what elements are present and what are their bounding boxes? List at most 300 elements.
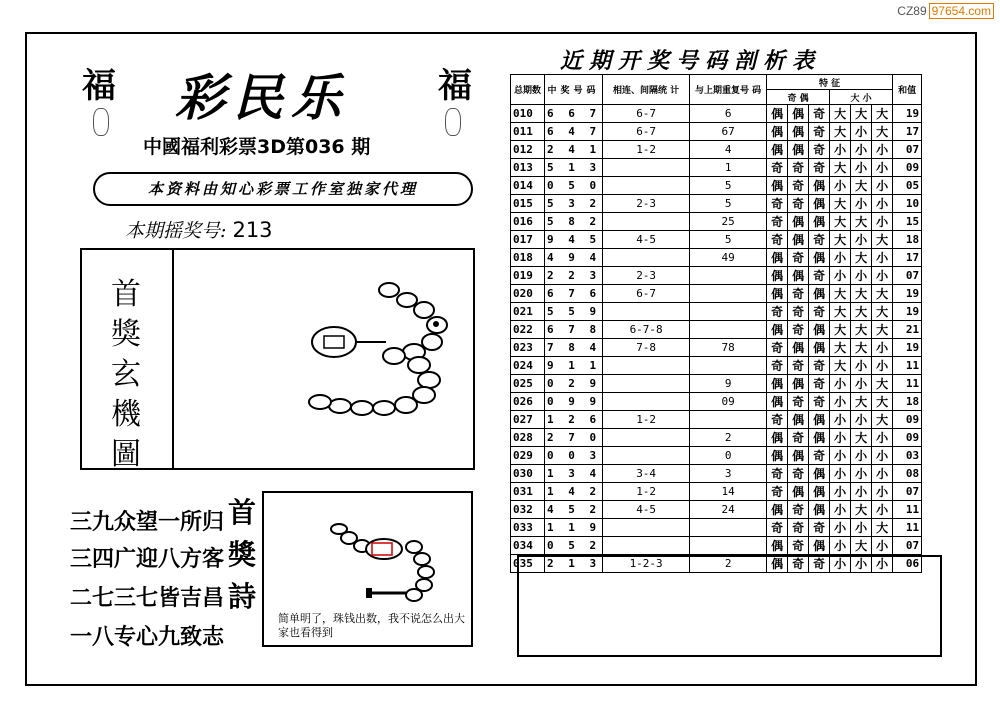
numbers-cell: 6 7 6 <box>545 285 603 303</box>
odd-even-cell: 偶 <box>767 429 788 447</box>
period-cell: 012 <box>511 141 545 159</box>
bead-curve-illustration <box>174 250 474 470</box>
repeat-cell: 24 <box>690 501 767 519</box>
repeat-cell <box>690 537 767 555</box>
odd-even-cell: 偶 <box>767 321 788 339</box>
repeat-cell: 49 <box>690 249 767 267</box>
sum-cell: 07 <box>893 483 922 501</box>
repeat-cell: 2 <box>690 429 767 447</box>
table-row <box>511 411 922 429</box>
odd-even-cell: 奇 <box>788 159 809 177</box>
odd-even-cell: 偶 <box>809 177 830 195</box>
bead-string-illustration <box>304 513 444 613</box>
big-small-cell: 大 <box>851 249 872 267</box>
big-small-cell: 大 <box>830 357 851 375</box>
sum-cell: 18 <box>893 231 922 249</box>
odd-even-cell: 奇 <box>809 105 830 123</box>
watermark-site: 97654.com <box>929 3 994 19</box>
numbers-cell: 2 4 1 <box>545 141 603 159</box>
repeat-cell: 5 <box>690 231 767 249</box>
big-small-cell: 小 <box>872 357 893 375</box>
odd-even-cell: 偶 <box>767 249 788 267</box>
draw-label: 本期摇奖号: <box>125 220 227 242</box>
repeat-cell: 6 <box>690 105 767 123</box>
sum-cell: 09 <box>893 411 922 429</box>
odd-even-cell: 偶 <box>809 195 830 213</box>
odd-even-cell: 奇 <box>788 285 809 303</box>
big-small-cell: 大 <box>851 303 872 321</box>
odd-even-cell: 偶 <box>788 483 809 501</box>
big-small-cell: 大 <box>851 537 872 555</box>
repeat-cell <box>690 267 767 285</box>
odd-even-cell: 奇 <box>809 357 830 375</box>
big-small-cell: 小 <box>830 555 851 573</box>
span-cell: 1-2-3 <box>603 555 690 573</box>
sum-cell: 11 <box>893 501 922 519</box>
repeat-cell: 5 <box>690 195 767 213</box>
big-small-cell: 小 <box>872 267 893 285</box>
big-small-cell: 大 <box>872 375 893 393</box>
numbers-cell: 9 4 5 <box>545 231 603 249</box>
odd-even-cell: 偶 <box>767 285 788 303</box>
period-cell: 016 <box>511 213 545 231</box>
table-row <box>511 195 922 213</box>
sum-cell: 19 <box>893 339 922 357</box>
big-small-cell: 大 <box>872 105 893 123</box>
sum-cell: 09 <box>893 159 922 177</box>
big-small-cell: 小 <box>872 213 893 231</box>
big-small-cell: 大 <box>851 321 872 339</box>
numbers-cell: 0 0 3 <box>545 447 603 465</box>
span-cell: 6-7-8 <box>603 321 690 339</box>
span-cell: 3-4 <box>603 465 690 483</box>
big-small-cell: 大 <box>851 105 872 123</box>
period-cell: 019 <box>511 267 545 285</box>
odd-even-cell: 奇 <box>809 303 830 321</box>
big-small-cell: 小 <box>851 357 872 375</box>
big-small-cell: 小 <box>872 483 893 501</box>
odd-even-cell: 奇 <box>809 141 830 159</box>
col-repeat: 与上期重复号 码 <box>690 75 767 105</box>
odd-even-cell: 奇 <box>767 303 788 321</box>
repeat-cell: 14 <box>690 483 767 501</box>
table-row <box>511 141 922 159</box>
big-small-cell: 大 <box>830 303 851 321</box>
odd-even-cell: 奇 <box>809 267 830 285</box>
odd-even-cell: 偶 <box>788 411 809 429</box>
big-small-cell: 小 <box>872 195 893 213</box>
poem-line-4: 一八专心九致志 <box>70 625 225 650</box>
numbers-cell: 0 5 0 <box>545 177 603 195</box>
big-small-cell: 大 <box>851 339 872 357</box>
odd-even-cell: 奇 <box>788 519 809 537</box>
period-cell: 014 <box>511 177 545 195</box>
numbers-cell: 6 7 8 <box>545 321 603 339</box>
big-small-cell: 大 <box>872 393 893 411</box>
odd-even-cell: 奇 <box>809 123 830 141</box>
big-small-cell: 小 <box>872 555 893 573</box>
odd-even-cell: 奇 <box>809 393 830 411</box>
odd-even-cell: 偶 <box>809 483 830 501</box>
odd-even-cell: 奇 <box>767 519 788 537</box>
repeat-cell: 09 <box>690 393 767 411</box>
big-small-cell: 小 <box>830 411 851 429</box>
big-small-cell: 大 <box>851 285 872 303</box>
big-small-cell: 大 <box>830 285 851 303</box>
numbers-cell: 1 3 4 <box>545 465 603 483</box>
table-row <box>511 465 922 483</box>
odd-even-cell: 奇 <box>809 375 830 393</box>
big-small-cell: 小 <box>830 141 851 159</box>
numbers-cell: 9 1 1 <box>545 357 603 375</box>
odd-even-cell: 偶 <box>809 465 830 483</box>
repeat-cell <box>690 321 767 339</box>
numbers-cell: 0 9 9 <box>545 393 603 411</box>
period-cell: 020 <box>511 285 545 303</box>
repeat-cell <box>690 411 767 429</box>
big-small-cell: 小 <box>830 465 851 483</box>
period-cell: 027 <box>511 411 545 429</box>
big-small-cell: 大 <box>830 321 851 339</box>
numbers-cell: 5 8 2 <box>545 213 603 231</box>
span-cell <box>603 537 690 555</box>
big-small-cell: 小 <box>851 555 872 573</box>
big-small-cell: 小 <box>872 429 893 447</box>
big-small-cell: 大 <box>830 123 851 141</box>
table-row <box>511 375 922 393</box>
big-small-cell: 小 <box>851 123 872 141</box>
table-row <box>511 393 922 411</box>
span-cell <box>603 249 690 267</box>
watermark <box>897 4 994 18</box>
big-small-cell: 小 <box>830 519 851 537</box>
repeat-cell: 4 <box>690 141 767 159</box>
big-small-cell: 小 <box>872 159 893 177</box>
lantern-left-icon <box>93 108 109 136</box>
blank-box <box>517 555 942 657</box>
odd-even-cell: 奇 <box>767 339 788 357</box>
sum-cell: 07 <box>893 141 922 159</box>
odd-even-cell: 偶 <box>809 537 830 555</box>
sum-cell: 17 <box>893 123 922 141</box>
odd-even-cell: 偶 <box>767 393 788 411</box>
table-row <box>511 285 922 303</box>
big-small-cell: 大 <box>872 519 893 537</box>
period-cell: 033 <box>511 519 545 537</box>
big-small-cell: 小 <box>872 339 893 357</box>
col-period: 总期数 <box>511 75 545 105</box>
sum-cell: 19 <box>893 285 922 303</box>
odd-even-cell: 奇 <box>767 357 788 375</box>
fu-character-left: 福 <box>82 66 116 106</box>
period-cell: 018 <box>511 249 545 267</box>
analysis-table <box>510 74 922 573</box>
big-small-cell: 小 <box>872 447 893 465</box>
sum-cell: 07 <box>893 537 922 555</box>
span-cell <box>603 213 690 231</box>
big-small-cell: 小 <box>872 537 893 555</box>
odd-even-cell: 偶 <box>809 429 830 447</box>
odd-even-cell: 偶 <box>809 285 830 303</box>
period-cell: 010 <box>511 105 545 123</box>
big-small-cell: 小 <box>830 447 851 465</box>
big-small-cell: 小 <box>851 447 872 465</box>
big-small-cell: 小 <box>830 267 851 285</box>
odd-even-cell: 奇 <box>767 483 788 501</box>
big-small-cell: 小 <box>851 141 872 159</box>
span-cell: 1-2 <box>603 483 690 501</box>
big-small-cell: 大 <box>872 231 893 249</box>
big-small-cell: 小 <box>830 177 851 195</box>
odd-even-cell: 奇 <box>767 465 788 483</box>
sum-cell: 18 <box>893 393 922 411</box>
period-cell: 026 <box>511 393 545 411</box>
agency-banner: 本资料由知心彩票工作室独家代理 <box>93 172 473 206</box>
span-cell: 2-3 <box>603 267 690 285</box>
period-cell: 013 <box>511 159 545 177</box>
table-row <box>511 339 922 357</box>
sum-cell: 19 <box>893 105 922 123</box>
span-cell <box>603 393 690 411</box>
sum-cell: 15 <box>893 213 922 231</box>
repeat-cell: 78 <box>690 339 767 357</box>
odd-even-cell: 偶 <box>767 537 788 555</box>
span-cell: 7-8 <box>603 339 690 357</box>
sum-cell: 05 <box>893 177 922 195</box>
big-small-cell: 小 <box>851 231 872 249</box>
numbers-cell: 5 3 2 <box>545 195 603 213</box>
odd-even-cell: 偶 <box>767 555 788 573</box>
sum-cell: 07 <box>893 267 922 285</box>
table-row <box>511 519 922 537</box>
big-small-cell: 大 <box>872 123 893 141</box>
fu-character-right: 福 <box>438 66 472 106</box>
odd-even-cell: 奇 <box>788 249 809 267</box>
col-features: 特 征 <box>767 75 893 90</box>
numbers-cell: 4 5 2 <box>545 501 603 519</box>
period-cell: 034 <box>511 537 545 555</box>
repeat-cell: 5 <box>690 177 767 195</box>
odd-even-cell: 偶 <box>809 411 830 429</box>
odd-even-cell: 奇 <box>788 501 809 519</box>
odd-even-cell: 奇 <box>788 195 809 213</box>
col-sum: 和值 <box>893 75 922 105</box>
big-small-cell: 小 <box>872 177 893 195</box>
odd-even-cell: 奇 <box>767 195 788 213</box>
numbers-cell: 1 2 6 <box>545 411 603 429</box>
big-small-cell: 大 <box>830 105 851 123</box>
numbers-cell: 6 6 7 <box>545 105 603 123</box>
odd-even-cell: 奇 <box>809 159 830 177</box>
big-small-cell: 小 <box>830 375 851 393</box>
table-row <box>511 105 922 123</box>
odd-even-cell: 偶 <box>788 339 809 357</box>
sum-cell: 21 <box>893 321 922 339</box>
big-small-cell: 小 <box>851 411 872 429</box>
span-cell <box>603 429 690 447</box>
span-cell <box>603 375 690 393</box>
span-cell <box>603 303 690 321</box>
span-cell: 4-5 <box>603 231 690 249</box>
big-small-cell: 小 <box>872 141 893 159</box>
table-row <box>511 447 922 465</box>
big-small-cell: 大 <box>872 285 893 303</box>
odd-even-cell: 奇 <box>767 411 788 429</box>
period-cell: 028 <box>511 429 545 447</box>
big-small-cell: 小 <box>851 267 872 285</box>
big-small-cell: 大 <box>872 321 893 339</box>
table-body <box>511 105 922 573</box>
odd-even-cell: 奇 <box>788 177 809 195</box>
big-small-cell: 小 <box>872 249 893 267</box>
big-small-cell: 小 <box>830 393 851 411</box>
odd-even-cell: 偶 <box>767 501 788 519</box>
numbers-cell: 7 8 4 <box>545 339 603 357</box>
repeat-cell: 3 <box>690 465 767 483</box>
odd-even-cell: 偶 <box>788 375 809 393</box>
sum-cell: 08 <box>893 465 922 483</box>
poem-line-3: 二七三七皆吉昌 <box>70 586 225 611</box>
span-cell: 6-7 <box>603 285 690 303</box>
period-cell: 015 <box>511 195 545 213</box>
hint-note: 简单明了，珠钱出数，我不说怎么出大家也看得到 <box>278 612 465 639</box>
table-row <box>511 267 922 285</box>
odd-even-cell: 偶 <box>767 123 788 141</box>
repeat-cell <box>690 285 767 303</box>
table-row <box>511 501 922 519</box>
period-cell: 025 <box>511 375 545 393</box>
table-row <box>511 429 922 447</box>
period-cell: 022 <box>511 321 545 339</box>
table-row <box>511 303 922 321</box>
repeat-cell <box>690 519 767 537</box>
table-row <box>511 213 922 231</box>
numbers-cell: 4 9 4 <box>545 249 603 267</box>
period-cell: 029 <box>511 447 545 465</box>
table-title: 近期开奖号码剖析表 <box>560 48 822 74</box>
odd-even-cell: 偶 <box>767 375 788 393</box>
period-cell: 035 <box>511 555 545 573</box>
odd-even-cell: 奇 <box>809 447 830 465</box>
lantern-right-icon <box>445 108 461 136</box>
sum-cell: 11 <box>893 519 922 537</box>
odd-even-cell: 偶 <box>788 123 809 141</box>
numbers-cell: 0 5 2 <box>545 537 603 555</box>
odd-even-cell: 偶 <box>767 177 788 195</box>
period-cell: 030 <box>511 465 545 483</box>
span-cell <box>603 177 690 195</box>
big-small-cell: 大 <box>830 159 851 177</box>
col-odd-even: 奇 偶 <box>767 90 830 105</box>
numbers-cell: 6 4 7 <box>545 123 603 141</box>
numbers-cell: 5 5 9 <box>545 303 603 321</box>
big-small-cell: 大 <box>830 339 851 357</box>
numbers-cell: 1 1 9 <box>545 519 603 537</box>
span-cell <box>603 159 690 177</box>
period-cell: 024 <box>511 357 545 375</box>
span-cell <box>603 357 690 375</box>
table-row <box>511 177 922 195</box>
period-cell: 023 <box>511 339 545 357</box>
odd-even-cell: 偶 <box>788 267 809 285</box>
big-small-cell: 小 <box>830 537 851 555</box>
repeat-cell: 67 <box>690 123 767 141</box>
big-small-cell: 小 <box>851 195 872 213</box>
span-cell: 1-2 <box>603 411 690 429</box>
table-row <box>511 357 922 375</box>
big-small-cell: 大 <box>851 501 872 519</box>
odd-even-cell: 奇 <box>788 555 809 573</box>
sum-cell: 10 <box>893 195 922 213</box>
repeat-cell: 0 <box>690 447 767 465</box>
odd-even-cell: 偶 <box>788 447 809 465</box>
odd-even-cell: 奇 <box>767 231 788 249</box>
period-cell: 021 <box>511 303 545 321</box>
repeat-cell: 2 <box>690 555 767 573</box>
big-small-cell: 大 <box>830 213 851 231</box>
odd-even-cell: 偶 <box>788 213 809 231</box>
span-cell: 6-7 <box>603 123 690 141</box>
puzzle-panel <box>80 248 475 470</box>
span-cell: 2-3 <box>603 195 690 213</box>
brand-title: 彩民乐 <box>175 68 349 127</box>
odd-even-cell: 偶 <box>809 321 830 339</box>
span-cell: 1-2 <box>603 141 690 159</box>
col-big-small: 大 小 <box>830 90 893 105</box>
sum-cell: 17 <box>893 249 922 267</box>
span-cell: 4-5 <box>603 501 690 519</box>
repeat-cell <box>690 357 767 375</box>
puzzle-title: 首獎玄機圖 <box>111 277 141 472</box>
col-numbers: 中奖号码 <box>545 75 603 105</box>
repeat-cell <box>690 303 767 321</box>
odd-even-cell: 偶 <box>788 105 809 123</box>
table-row <box>511 159 922 177</box>
big-small-cell: 小 <box>872 465 893 483</box>
odd-even-cell: 奇 <box>788 321 809 339</box>
odd-even-cell: 偶 <box>767 105 788 123</box>
odd-even-cell: 奇 <box>767 213 788 231</box>
odd-even-cell: 奇 <box>788 303 809 321</box>
table-row <box>511 483 922 501</box>
big-small-cell: 小 <box>851 483 872 501</box>
big-small-cell: 小 <box>851 159 872 177</box>
sum-cell: 09 <box>893 429 922 447</box>
numbers-cell: 2 1 3 <box>545 555 603 573</box>
sum-cell: 19 <box>893 303 922 321</box>
big-small-cell: 大 <box>872 411 893 429</box>
draw-number: 213 <box>232 218 273 242</box>
odd-even-cell: 偶 <box>788 141 809 159</box>
odd-even-cell: 偶 <box>809 213 830 231</box>
odd-even-cell: 奇 <box>809 519 830 537</box>
odd-even-cell: 偶 <box>788 231 809 249</box>
odd-even-cell: 奇 <box>809 231 830 249</box>
big-small-cell: 小 <box>830 249 851 267</box>
table-row <box>511 123 922 141</box>
sum-cell: 03 <box>893 447 922 465</box>
big-small-cell: 小 <box>830 501 851 519</box>
odd-even-cell: 奇 <box>788 393 809 411</box>
repeat-cell: 25 <box>690 213 767 231</box>
odd-even-cell: 偶 <box>809 249 830 267</box>
sum-cell: 11 <box>893 357 922 375</box>
watermark-prefix: CZ89 <box>897 4 927 18</box>
sum-cell: 11 <box>893 375 922 393</box>
table-row <box>511 321 922 339</box>
odd-even-cell: 奇 <box>788 537 809 555</box>
odd-even-cell: 奇 <box>788 429 809 447</box>
